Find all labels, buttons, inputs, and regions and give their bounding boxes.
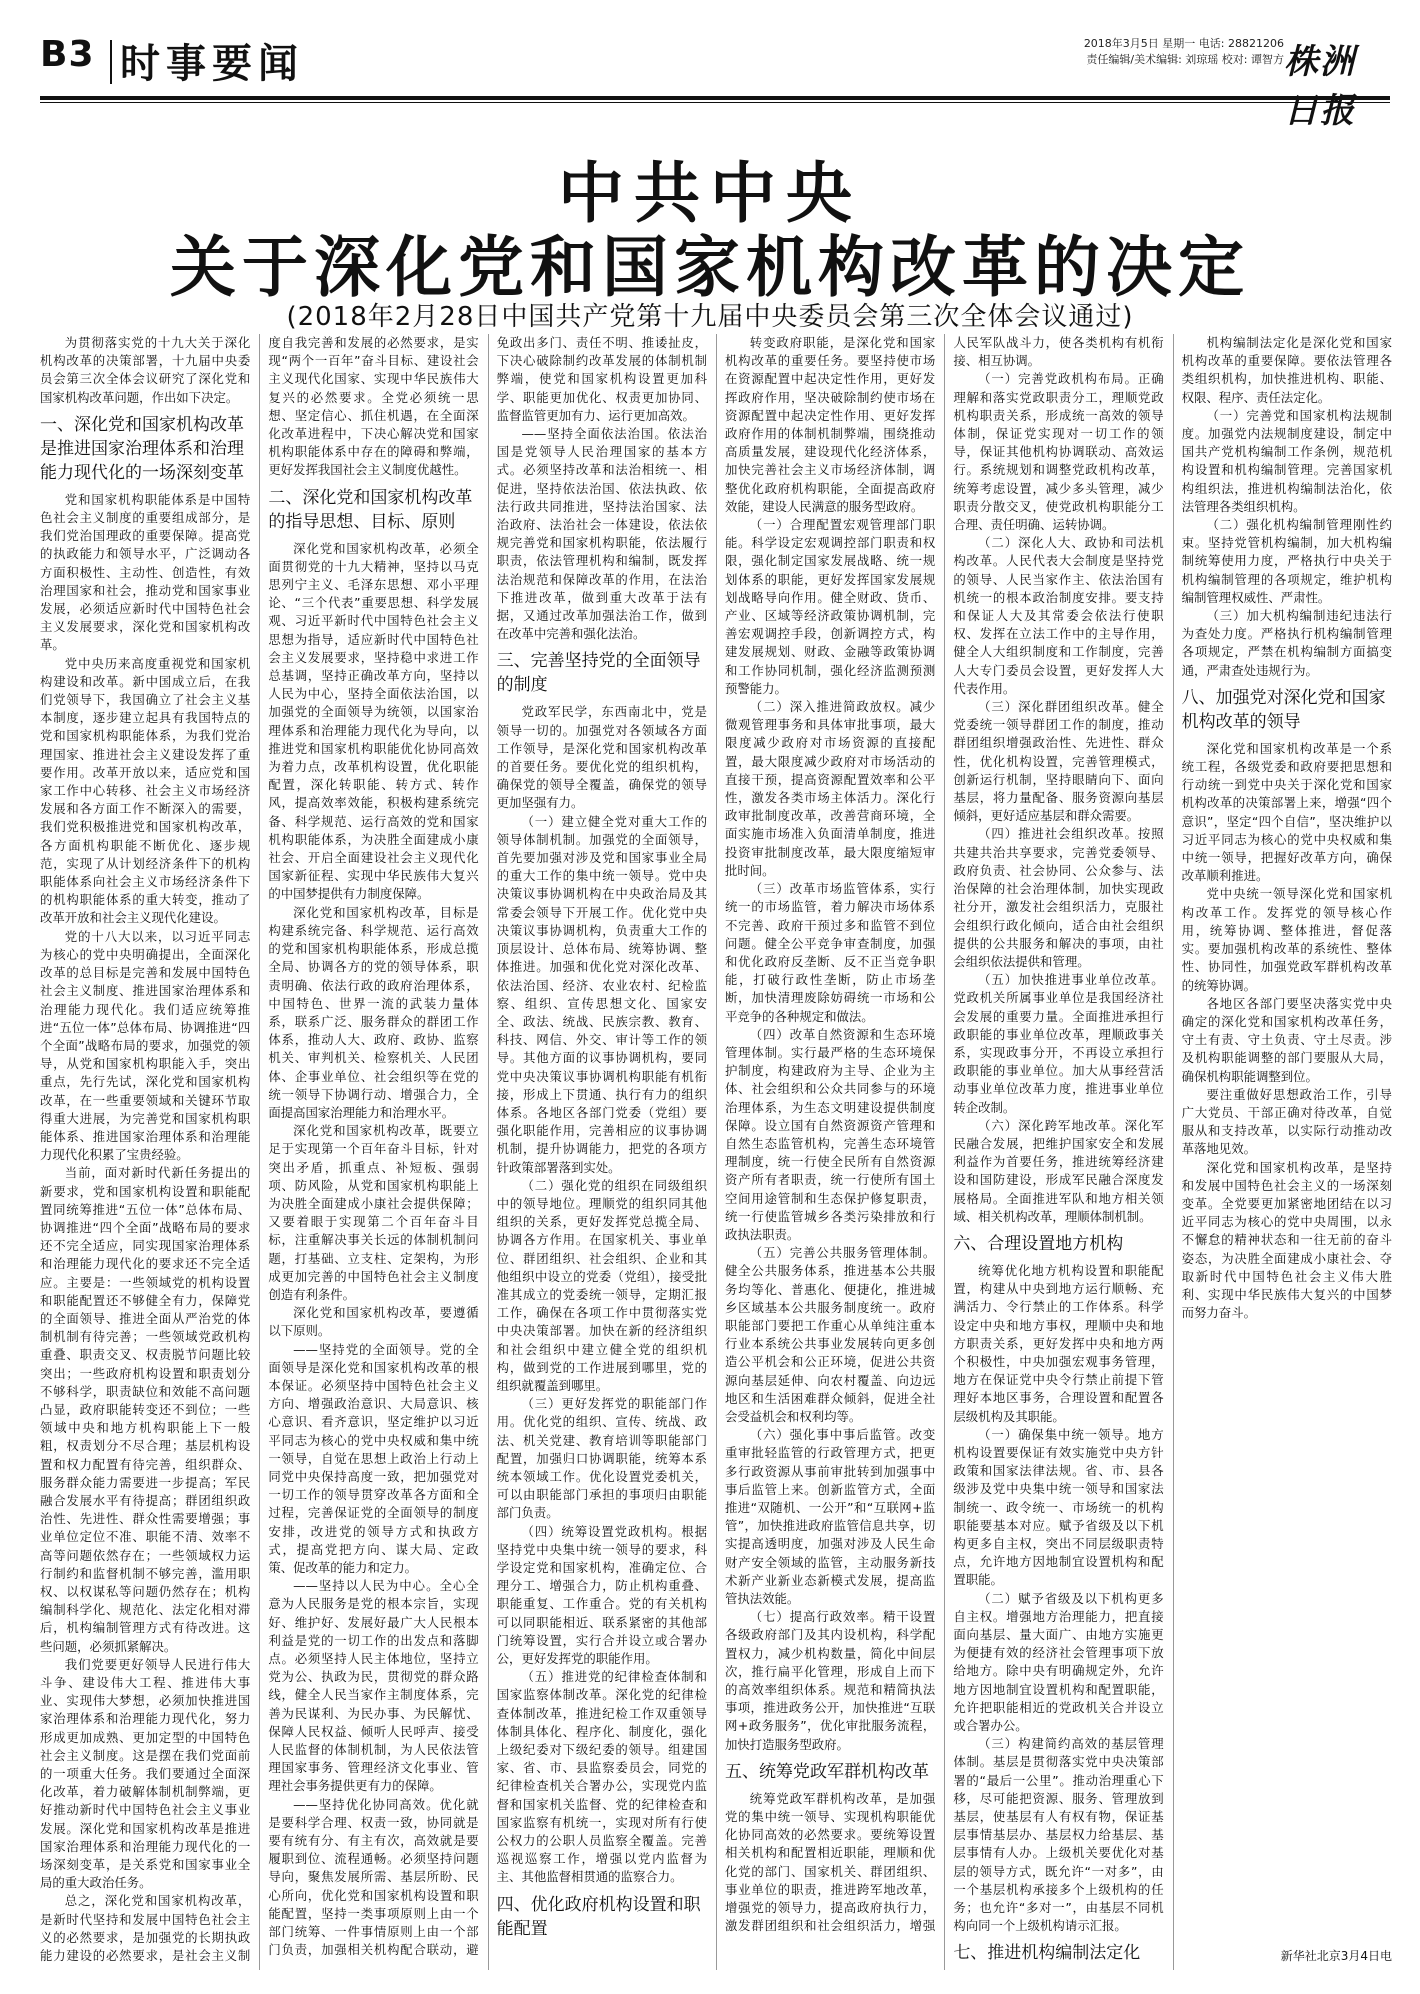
paragraph: 深化党和国家机构改革，是坚持和发展中国特色社会主义的一场深刻变革。全党要更加紧密地团结在以习近平同志为核心的党中央周围，以永不懈怠的精神状态和一往无前的奋斗姿态，为决胜全面建成小康社会、夺取新时代中国特色社会主义伟大胜利、实现中华民族伟大复兴的中国梦而努力奋斗。 [1181, 1159, 1392, 1321]
paragraph: ——坚持优化协同高效。优化就是要科学合理、权责一致，协同就是要有统有分、有主有次，高效就是要履职到位、流程通畅。必须坚持问题导向，聚焦发展所需、基层所盼、民心所向，优化党和国家机构设置和职能配置，坚持一类事项原则上由一个部门统筹、一件事情原则上由一个部门负责，加强相关机构配合联动，避免政出多门、责任不明、推诿扯皮，下决心破除制约改革发展的体制机制弊端，使党和国家机构设置更加科学、职能更加优化、权责更加协同、监督监管更加有力、运行更加高效。 [268, 335, 707, 1958]
paragraph: 深化党和国家机构改革，既要立足于实现第一个百年奋斗目标，针对突出矛盾，抓重点、补短板、强弱项、防风险，从党和国家机构职能上为决胜全面建成小康社会提供保障；又要着眼于实现第二个百年奋斗目标，注重解决事关长远的体制机制问题，打基础、立支柱、定架构，为形成更加完善的中国特色社会主义制度创造有利条件。 [268, 1123, 479, 1302]
paragraph: （三）深化群团组织改革。健全党委统一领导群团工作的制度，推动群团组织增强政治性、先进性、群众性，优化机构设置，完善管理模式，创新运行机制，坚持眼睛向下、面向基层，将力量配备、服务资源向基层倾斜，更好适应基层和群众需要。 [953, 699, 1164, 824]
headline-subtitle: (2018年2月28日中国共产党第十九届中央委员会第三次全体会议通过) [286, 302, 1134, 332]
paragraph: （五）完善公共服务管理体制。健全公共服务体系，推进基本公共服务均等化、普惠化、便捷化，推进城乡区域基本公共服务制度统一。政府职能部门要把工作重心从单纯注重本行业本系统公共事业发展转向更多创造公平机会和公正环境，促进公共资源向基层延伸、向农村覆盖、向边远地区和生活困难群众倾斜，促进全社会受益机会和权利均等。 [724, 1245, 936, 1424]
paragraph: （四）推进社会组织改革。按照共建共治共享要求，完善党委领导、政府负责、社会协同、公众参与、法治保障的社会治理体制，加快实现政社分开，激发社会组织活力，克服社会组织行政化倾向，适合由社会组织提供的公共服务和解决的事项，由社会组织依法提供和管理。 [953, 826, 1164, 969]
section-heading: 二、深化党和国家机构改革的指导思想、目标、原则 [268, 487, 473, 532]
section-heading: 三、完善坚持党的全面领导的制度 [496, 651, 701, 696]
paragraph: 机构编制法定化是深化党和国家机构改革的重要保障。要依法管理各类组织机构，加快推进机构、职能、权限、程序、责任法定化。 [1181, 335, 1392, 405]
paragraph: （一）完善党政机构布局。正确理解和落实党政职责分工，理顺党政机构职责关系，形成统一高效的领导体制，保证党实现对一切工作的领导，保证其他机构协调联动、高效运行。系统规划和调整党政机构改革，统筹考虑设置，减少多头管理，减少职责分散交叉，使党政机构职能分工合理、责任明确、运转协调。 [953, 371, 1164, 533]
paragraph: ——坚持以人民为中心。全心全意为人民服务是党的根本宗旨，实现好、维护好、发展好最广大人民根本利益是党的一切工作的出发点和落脚点。必须坚持人民主体地位，坚持立党为公、执政为民，贯彻党的群众路线，健全人民当家作主制度体系，完善为民谋利、为民办事、为民解忧、保障人民权益、倾听人民呼声、接受人民监督的体制机制，为人民依法管理国家事务、管理经济文化事业、管理社会事务提供更有力的保障。 [268, 1578, 479, 1794]
paragraph: （三）更好发挥党的职能部门作用。优化党的组织、宣传、统战、政法、机关党建、教育培训等职能部门配置，加强归口协调职能，统筹本系统本领域工作。优化设置党委机关，可以由职能部门承担的事项归由职能部门负责。 [496, 1396, 707, 1521]
paragraph: 党和国家机构职能体系是中国特色社会主义制度的重要组成部分，是我们党治国理政的重要保障。提高党的执政能力和领导水平，广泛调动各方面积极性、主动性、创造性，有效治理国家和社会，推动党和国家事业发展，必须适应新时代中国特色社会主义发展要求，深化党和国家机构改革。 [40, 491, 251, 653]
editor-line: 责任编辑/美术编辑: 刘琼瑶 校对: 谭智方 [1086, 53, 1284, 66]
paragraph: 深化党和国家机构改革，目标是构建系统完备、科学规范、运行高效的党和国家机构职能体系，形成总揽全局、协调各方的党的领导体系，职责明确、依法行政的政府治理体系，中国特色、世界一流的武装力量体系，联系广泛、服务群众的群团工作体系，推动人大、政府、政协、监察机关、审判机关、检察机关、人民团体、企事业单位、社会组织等在党的统一领导下协调行动、增强合力，全面提高国家治理能力和治理水平。 [268, 904, 479, 1120]
headline-line-2: 关于深化党和国家机构改革的决定 [170, 229, 1250, 306]
paragraph: （三）改革市场监管体系，实行统一的市场监管，着力解决市场体系不完善、政府干预过多和监管不到位问题。健全公平竞争审查制度，加强和优化政府反垄断、反不正当竞争职能，打破行政性垄断，防止市场垄断，加快清理废除妨碍统一市场和公平竞争的各种规定和做法。 [724, 881, 936, 1024]
paragraph: （六）深化跨军地改革。深化军民融合发展，把维护国家安全和发展利益作为首要任务，推进统筹经济建设和国防建设，形成军民融合深度发展格局。全面推进军队和地方相关领域、相关机构改革，理顺体制机制。 [953, 1117, 1164, 1224]
section-heading: 七、推进机构编制法定化 [953, 1943, 1141, 1964]
paragraph: 党中央历来高度重视党和国家机构建设和改革。新中国成立后，在我们党领导下，我国确立了社会主义基本制度，逐步建立起具有我国特点的党和国家机构职能体系，为我们党治理国家、推进社会主义建设发挥了重要作用。改革开放以来，适应党和国家工作中心转移、社会主义市场经济发展和各方面工作不断深入的需要，我们党积极推进党和国家机构改革，各方面机构职能不断优化、逐步规范，实现了从计划经济条件下的机构职能体系向社会主义市场经济条件下的机构职能体系的重大转变，推动了改革开放和社会主义现代化建设。 [40, 655, 251, 926]
paragraph: 我们党要更好领导人民进行伟大斗争、建设伟大工程、推进伟大事业、实现伟大梦想，必须加快推进国家治理体系和治理能力现代化，努力形成更加成熟、更加定型的中国特色社会主义制度。这是摆在我们党面前的一项重大任务。我们要通过全面深化改革，着力破解体制机制弊端，更好推动新时代中国特色社会主义事业发展。深化党和国家机构改革是推进国家治理体系和治理能力现代化的一场深刻变革，是关系党和国家事业全局的重大政治任务。 [40, 1656, 251, 1891]
section-heading: 六、合理设置地方机构 [953, 1233, 1124, 1254]
paragraph: （三）加大机构编制违纪违法行为查处力度。严格执行机构编制管理各项规定，严禁在机构编制方面搞变通，严肃查处违规行为。 [1181, 608, 1392, 678]
paragraph: （四）统筹设置党政机构。根据坚持党中央集中统一领导的要求，科学设定党和国家机构，准确定位、合理分工、增强合力，防止机构重叠、职能重复、工作重合。党的有关机构可以同职能相近、联系紧密的其他部门统筹设置，实行合并设立或合署办公，更好发挥党的职能作用。 [496, 1523, 707, 1667]
paragraph: （五）推进党的纪律检查体制和国家监察体制改革。深化党的纪律检查体制改革，推进纪检工作双重领导体制具体化、程序化、制度化，强化上级纪委对下级纪委的领导。组建国家、省、市、县监察委员会，同党的纪律检查机关合署办公，实现党内监督和国家机关监督、党的纪律检查和国家监察有机统一，实现对所有行使公权力的公职人员监察全覆盖。完善巡视巡察工作，增强以党内监督为主、其他监督相贯通的监察合力。 [496, 1669, 707, 1885]
section-heading: 五、统筹党政军群机构改革 [724, 1761, 929, 1782]
paragraph: ——坚持全面依法治国。依法治国是党领导人民治理国家的基本方式。必须坚持改革和法治相统一、相促进，坚持依法治国、依法执政、依法行政共同推进，坚持法治国家、法治政府、法治社会一体建设，依法依规完善党和国家机构职能，依法履行职责，依法管理机构和编制，既发挥法治规范和保障改革的作用，在法治下推进改革，做到重大改革于法有据，又通过改革加强法治工作，做到在改革中完善和强化法治。 [496, 426, 707, 642]
masthead-rule [40, 96, 1390, 100]
paragraph: （三）构建简约高效的基层管理体制。基层是贯彻落实党中央决策部署的“最后一公里”。推动治理重心下移，尽可能把资源、服务、管理放到基层，使基层有人有权有物，保证基层事情基层办、基层权力给基层、基层事情有人办。上级机关要优化对基层的领导方式，既允许“一对多”，由一个基层机构承接多个上级机构的任务；也允许“多对一”，由基层不同机构向同一个上级机构请示汇报。 [953, 1736, 1164, 1934]
paragraph: 当前，面对新时代新任务提出的新要求，党和国家机构设置和职能配置同统筹推进“五位一体”总体布局、协调推进“四个全面”战略布局的要求还不完全适应，同实现国家治理体系和治理能力现代化的要求还不完全适应。主要是：一些领域党的机构设置和职能配置还不够健全有力，保障党的全面领导、推进全面从严治党的体制机制有待完善；一些领域党政机构重叠、职责交叉、权责脱节问题比较突出；一些政府机构设置和职责划分不够科学，职责缺位和效能不高问题凸显，政府职能转变还不到位；一些领域中央和地方机构职能上下一般粗，权责划分不尽合理；基层机构设置和权力配置有待完善，组织群众、服务群众能力需要进一步提高；军民融合发展水平有待提高；群团组织政治性、先进性、群众性需要增强；事业单位定位不准、职能不清、效率不高等问题依然存在；一些领域权力运行制约和监督机制不够完善，滥用职权、以权谋私等问题仍然存在；机构编制科学化、规范化、法定化相对滞后，机构编制管理方式有待改进。这些问题，必须抓紧解决。 [40, 1165, 251, 1654]
section-heading: 四、优化政府机构设置和职能配置 [496, 1894, 701, 1939]
paragraph: （二）深化人大、政协和司法机构改革。人民代表大会制度是坚持党的领导、人民当家作主、依法治国有机统一的根本政治制度安排。要支持和保证人大及其常委会依法行使职权、发挥在立法工作中的主导作用，健全人大组织制度和工作制度，完善人大专门委员会设置，更好发挥人大代表作用。 [953, 535, 1164, 696]
paragraph: （二）赋予省级及以下机构更多自主权。增强地方治理能力，把直接面向基层、量大面广、由地方实施更为便捷有效的经济社会管理事项下放给地方。除中央有明确规定外，允许地方因地制宜设置机构和配置职能，允许把职能相近的党政机关合并设立或合署办公。 [953, 1590, 1164, 1734]
paragraph: 深化党和国家机构改革，要遵循以下原则。 [268, 1305, 479, 1339]
paragraph: 党政军民学，东西南北中，党是领导一切的。加强党对各领域各方面工作领导，是深化党和国家机构改革的首要任务。要优化党的组织机构，确保党的领导全覆盖，确保党的领导更加坚强有力。 [496, 704, 707, 811]
paragraph: ——坚持党的全面领导。党的全面领导是深化党和国家机构改革的根本保证。必须坚持中国特色社会主义方向、增强政治意识、大局意识、核心意识、看齐意识，坚定维护以习近平同志为核心的党中央权威和集中统一领导，自觉在思想上政治上行动上同党中央保持高度一致，把加强党对一切工作的领导贯穿改革各方面和全过程，完善保证党的全面领导的制度安排，改进党的领导方式和执政方式，提高党把方向、谋大局、定政策、促改革的能力和定力。 [268, 1341, 479, 1575]
article-intro: 为贯彻落实党的十九大关于深化机构改革的决策部署，十九届中央委员会第三次全体会议研究了深化党和国家机构改革问题，作出如下决定。 [40, 335, 251, 405]
section-name: 时事要闻 [120, 41, 304, 87]
paragraph: （六）强化事中事后监管。改变重审批轻监管的行政管理方式，把更多行政资源从事前审批转到加强事中事后监管上来。创新监管方式，全面推进“双随机、一公开”和“互联网+监管”，加快推进政府监管信息共享，切实提高透明度，加强对涉及人民生命财产安全领域的监管，主动服务新技术新产业新业态新模式发展，提高监管执法效能。 [724, 1427, 936, 1607]
masthead-rule-thin [40, 102, 1390, 103]
paragraph: 转变政府职能，是深化党和国家机构改革的重要任务。要坚持使市场在资源配置中起决定性作用，更好发挥政府作用，坚决破除制约使市场在资源配置中起决定性作用、更好发挥政府作用的体制机制弊端，围绕推动高质量发展，建设现代化经济体系，加快完善社会主义市场经济体制，调整优化政府机构职能，全面提高政府效能，建设人民满意的服务型政府。 [724, 335, 936, 514]
masthead-meta [1064, 36, 1284, 68]
article-dateline: 新华社北京3月4日电 [1280, 1949, 1392, 1963]
paragraph: （五）加快推进事业单位改革。党政机关所属事业单位是我国经济社会发展的重要力量。全面推进承担行政职能的事业单位改革，理顺政事关系，实现政事分开，不再设立承担行政职能的事业单位。加大从事经营活动事业单位改革力度，推进事业单位转企改制。 [953, 972, 1164, 1115]
paragraph: 总之，深化党和国家机构改革，是新时代坚持和发展中国特色社会主义的必然要求，是加强党的长期执政能力建设的必然要求，是社会主义制度自我完善和发展的必然要求，是实现“两个一百年”奋斗目标、建设社会主义现代化国家、实现中华民族伟大复兴的必然要求。全党必须统一思想、坚定信心、抓住机遇，在全面深化改革进程中，下决心解决党和国家机构职能体系中存在的障碍和弊端，更好发挥我国社会主义制度优越性。 [40, 335, 479, 1964]
paragraph: （七）提高行政效率。精干设置各级政府部门及其内设机构，科学配置权力，减少机构数量，简化中间层次，推行扁平化管理，形成自上而下的高效率组织体系。规范和精简执法事项，推进政务公开，加快推进“互联网+政务服务”，优化审批服务流程，加快打造服务型政府。 [724, 1609, 936, 1752]
paragraph: 要注重做好思想政治工作，引导广大党员、干部正确对待改革，自觉服从和支持改革，以实际行动推动改革落地见效。 [1181, 1086, 1392, 1157]
paragraph: （四）改革自然资源和生态环境管理体制。实行最严格的生态环境保护制度，构建政府为主导、企业为主体、社会组织和公众共同参与的环境治理体系，为生态文明建设提供制度保障。设立国有自然资源资产管理和自然生态监管机构，完善生态环境管理制度，统一行使全民所有自然资源资产所有者职责，统一行使所有国土空间用途管制和生态保护修复职责，统一行使监管城乡各类污染排放和行政执法职责。 [724, 1026, 936, 1242]
paragraph: 党中央统一领导深化党和国家机构改革工作。发挥党的领导核心作用，统筹协调、整体推进，督促落实。要加强机构改革的系统性、整体性、协同性，加强党政军群机构改革的统筹协调。 [1181, 886, 1392, 993]
newspaper-logo: 株洲日报 [1284, 42, 1356, 131]
paragraph: （一）合理配置宏观管理部门职能。科学设定宏观调控部门职责和权限，强化制定国家发展战略、统一规划体系的职能，更好发挥国家发展规划战略导向作用。健全财政、货币、产业、区域等经济政策协调机制，完善宏观调控手段，创新调控方式，构建发展规划、财政、金融等政策协调和工作协同机制，强化经济监测预测预警能力。 [724, 517, 936, 696]
paragraph: （一）建立健全党对重大工作的领导体制机制。加强党的全面领导，首先要加强对涉及党和国家事业全局的重大工作的集中统一领导。党中央决策议事协调机构在中央政治局及其常委会领导下开展工作。优化党中央决策议事协调机构，负责重大工作的顶层设计、总体布局、统筹协调、整体推进。加强和优化党对深化改革、依法治国、经济、农业农村、纪检监察、组织、宣传思想文化、国家安全、政法、统战、民族宗教、教育、科技、网信、外交、审计等工作的领导。其他方面的议事协调机构，要同党中央决策议事协调机构职能有机衔接，形成上下贯通、执行有力的组织体系。各地区各部门党委（党组）要强化职能作用，完善相应的议事协调机制，提升协调能力，把党的各项方针政策部署落到实处。 [496, 813, 707, 1175]
page-number: B3 [40, 34, 95, 75]
paragraph: （二）深入推进简政放权。减少微观管理事务和具体审批事项，最大限度减少政府对市场资源的直接配置，最大限度减少政府对市场活动的直接干预，提高资源配置效率和公平性，激发各类市场主体活力。深化行政审批制度改革，改善营商环境，全面实施市场准入负面清单制度，推进投资审批制度改革，最大限度缩短审批时间。 [724, 699, 936, 878]
paragraph: （一）确保集中统一领导。地方机构设置要保证有效实施党中央方针政策和国家法律法规。省、市、县各级涉及党中央集中统一领导和国家法制统一、政令统一、市场统一的机构职能要基本对应。赋予省级及以下机构更多自主权，突出不同层级职责特点，允许地方因地制宜设置机构和配置职能。 [953, 1426, 1164, 1588]
paragraph: 深化党和国家机构改革，必须全面贯彻党的十九大精神，坚持以马克思列宁主义、毛泽东思想、邓小平理论、“三个代表”重要思想、科学发展观、习近平新时代中国特色社会主义思想为指导，适应新时代中国特色社会主义发展要求，坚持稳中求进工作总基调，坚持正确改革方向，坚持以人民为中心，坚持全面依法治国，以加强党的全面领导为统领，以国家治理体系和治理能力现代化为导向，以推进党和国家机构职能优化协同高效为着力点，改革机构设置，优化职能配置，深化转职能、转方式、转作风，提高效率效能，积极构建系统完备、科学规范、运行高效的党和国家机构职能体系，为决胜全面建成小康社会、开启全面建设社会主义现代化国家新征程、实现中华民族伟大复兴的中国梦提供有力制度保障。 [268, 540, 479, 902]
paragraph: 统筹优化地方机构设置和职能配置，构建从中央到地方运行顺畅、充满活力、令行禁止的工作体系。科学设定中央和地方事权，理顺中央和地方职责关系，更好发挥中央和地方两个积极性，中央加强宏观事务管理，地方在保证党中央令行禁止前提下管理好本地区事务，合理设置和配置各层级机构及其职能。 [953, 1262, 1164, 1424]
section-heading: 八、加强党对深化党和国家机构改革的领导 [1181, 687, 1386, 732]
paragraph: （二）强化党的组织在同级组织中的领导地位。理顺党的组织同其他组织的关系，更好发挥党总揽全局、协调各方作用。在国家机关、事业单位、群团组织、社会组织、企业和其他组织中设立的党委（党组），接受批准其成立的党委统一领导，定期汇报工作，确保在各项工作中贯彻落实党中央决策部署。加快在新的经济组织和社会组织中建立健全党的组织机构，做到党的工作进展到哪里，党的组织就覆盖到哪里。 [496, 1177, 707, 1393]
headline-line-1: 中共中央 [558, 155, 862, 232]
paragraph: 各地区各部门要坚决落实党中央确定的深化党和国家机构改革任务，守土有责、守土负责、守土尽责。涉及机构职能调整的部门要服从大局，确保机构职能调整到位。 [1181, 995, 1392, 1084]
masthead-divider [110, 40, 112, 84]
section-heading: 一、深化党和国家机构改革是推进国家治理体系和治理能力现代化的一场深刻变革 [40, 414, 244, 483]
masthead [40, 34, 1390, 131]
paragraph: 统筹党政军群机构改革，是加强党的集中统一领导、实现机构职能优化协同高效的必然要求。要统筹设置相关机构和配置相近职能，理顺和优化党的部门、国家机关、群团组织、事业单位的职责，推进跨军地改革，增强党的领导力，提高政府执行力，激发群团组织和社会组织活力，增强人民军队战斗力，使各类机构有机衔接、相互协调。 [724, 335, 1164, 1934]
date-line: 2018年3月5日 星期一 电话: 28821206 [1083, 37, 1284, 50]
article-body [40, 334, 1392, 1970]
paragraph: 党的十八大以来，以习近平同志为核心的党中央明确提出，全面深化改革的总目标是完善和发展中国特色社会主义制度、推进国家治理体系和治理能力现代化。我们适应统筹推进“五位一体”总体布局、协调推进“四个全面”战略布局的要求，加强党的领导，从党和国家机构职能入手，突出重点，先行先试，深化党和国家机构改革，在一些重要领域和关键环节取得重大进展，为完善党和国家机构职能体系、推进国家治理体系和治理能力现代化积累了宝贵经验。 [40, 928, 251, 1163]
paragraph: （二）强化机构编制管理刚性约束。坚持党管机构编制，加大机构编制统筹使用力度，严格执行中央关于机构编制管理的各项规定，维护机构编制管理权威性、严肃性。 [1181, 517, 1392, 605]
paragraph: （一）完善党和国家机构法规制度。加强党内法规制度建设，制定中国共产党机构编制工作条例，规范机构设置和机构编制管理。完善国家机构组织法，推进机构编制法治化，依法管理各类组织机构。 [1181, 407, 1392, 514]
paragraph: 深化党和国家机构改革是一个系统工程，各级党委和政府要把思想和行动统一到党中央关于深化党和国家机构改革的决策部署上来，增强“四个意识”，坚定“四个自信”，坚决维护以习近平同志为核心的党中央权威和集中统一领导，把握好改革方向，确保改革顺利推进。 [1181, 740, 1392, 884]
